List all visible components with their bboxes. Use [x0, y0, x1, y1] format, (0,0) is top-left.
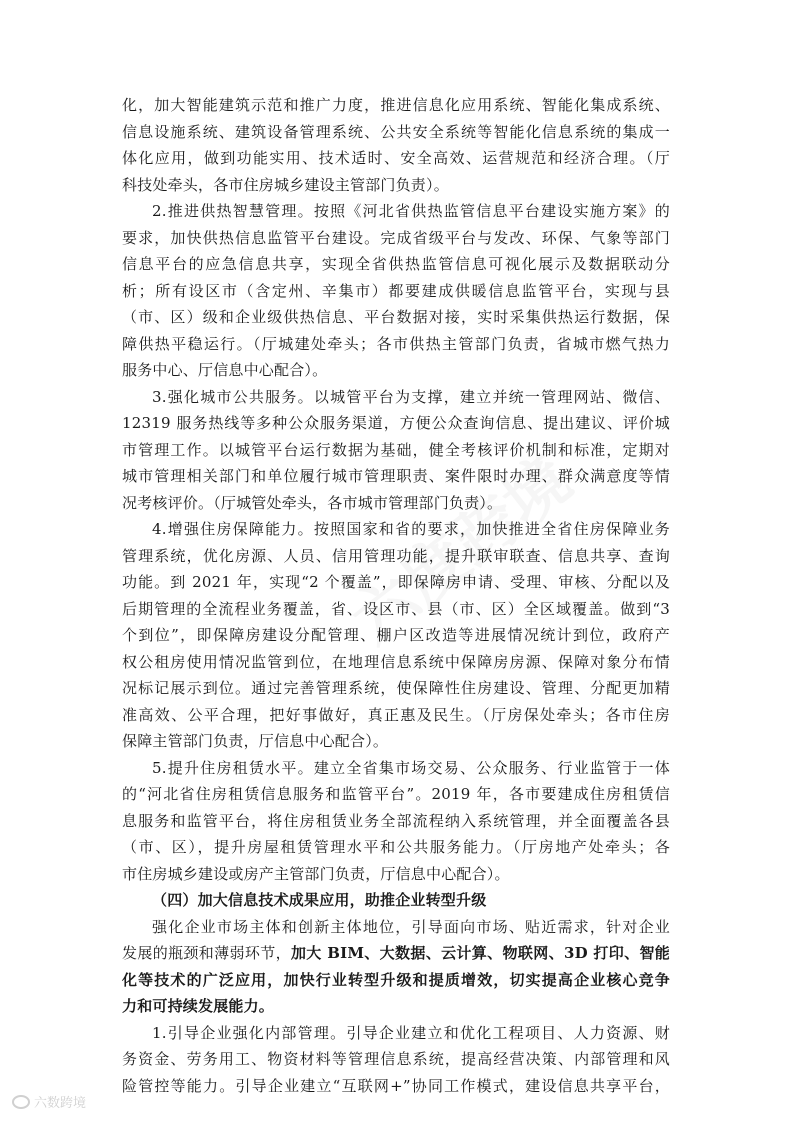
- text-line: 力和可持续发展能力。: [122, 997, 275, 1015]
- text-line: 强化企业市场主体和创新主体地位，引导面向市场、贴近需求，针对企业: [152, 917, 670, 936]
- text-plain-segment: 发展的瓶颈和薄弱环节，: [122, 944, 291, 962]
- text-line: 2.推进供热智慧管理。按照《河北省供热监管信息平台建设实施方案》的: [152, 202, 670, 220]
- text-line: 市住房城乡建设或房产主管部门负责，厅信息中心配合）。: [122, 864, 510, 883]
- text-line: 城市管理相关部门和单位履行城市管理职责、案件限时办理、群众满意度等情: [122, 467, 670, 485]
- text-line: （市、区），提升房屋租赁管理水平和公共服务能力。（厅房地产处牵头；各: [122, 838, 670, 856]
- logo-icon: [12, 1095, 30, 1109]
- text-line: 准高效、公平合理，把好事做好，真正惠及民生。（厅房保处牵头；各市住房: [122, 705, 670, 724]
- text-line: 功能。到 2021 年，实现“2 个覆盖”，即保障房申请、受理、审核、分配以及: [122, 573, 670, 591]
- text-line: 个到位”，即保障房建设分配管理、棚户区改造等进展情况统计到位，政府产: [122, 626, 670, 644]
- text-line: 析；所有设区市（含定州、辛集市）都要建成供暖信息监管平台，实现与县: [122, 281, 670, 300]
- text-line: 要求，加快供热信息监管平台建设。完成省级平台与发改、环保、气象等部门: [122, 228, 670, 247]
- text-line: 化，加大智能建筑示范和推广力度，推进信息化应用系统、智能化集成系统、: [122, 96, 670, 114]
- text-line: 服务中心、厅信息中心配合）。: [122, 361, 328, 379]
- logo-text: 六数跨境: [34, 1096, 87, 1111]
- corner-logo: [12, 1092, 86, 1111]
- text-line: （市、区）级和企业级供热信息、平台数据对接，实时采集供热运行数据，保: [122, 308, 670, 326]
- text-line: 息服务和监管平台，将住房租赁业务全部流程纳入系统管理，并全面覆盖各县: [122, 811, 670, 830]
- text-line: [122, 940, 670, 967]
- text-line: 后期管理的全流程业务覆盖，省、设区市、县（市、区）全区域覆盖。做到“3: [122, 599, 670, 618]
- text-line: 务资金、劳务用工、物资材料等管理信息系统，提高经营决策、内部管理和风: [122, 1050, 670, 1068]
- text-line: 12319 服务热线等多种公众服务渠道，方便公众查询信息、提出建议、评价城: [122, 414, 670, 432]
- text-line: 况标记展示到位。通过完善管理系统，使保障性住房建设、管理、分配更加精: [122, 679, 670, 697]
- text-line: 保障主管部门负责，厅信息中心配合）。: [122, 732, 389, 750]
- text-line: 科技处牵头，各市住房城乡建设主管部门负责）。: [122, 175, 449, 194]
- text-line: （四）加大信息技术成果应用，助推企业转型升级: [152, 891, 487, 909]
- text-line: 1.引导企业强化内部管理。引导企业建立和优化工程项目、人力资源、财: [152, 1023, 670, 1042]
- text-line: 信息设施系统、建筑设备管理系统、公共安全系统等智能化信息系统的集成一: [122, 122, 670, 141]
- text-bold-segment: 加大 BIM、大数据、云计算、物联网、3D 打印、智能: [290, 944, 670, 962]
- text-line: 管理系统，优化房源、人员、信用管理功能，提升联审联查、信息共享、查询: [122, 546, 670, 565]
- text-line: 险管控等能力。引导企业建立“互联网+”协同工作模式，建设信息共享平台，: [122, 1076, 670, 1095]
- text-line: 的“河北省住房租赁信息服务和监管平台”。2019 年，各市要建成住房租赁信: [122, 785, 670, 803]
- text-line: 市管理工作。以城管平台运行数据为基础，健全考核评价机制和标准，定期对: [122, 440, 670, 459]
- text-line: 3.强化城市公共服务。以城管平台为支撑，建立并统一管理网站、微信、: [152, 387, 670, 406]
- text-line: 体化应用，做到功能实用、技术适时、安全高效、运营规范和经济合理。（厅: [122, 149, 670, 167]
- document-body: [122, 92, 670, 1099]
- text-line: 化等技术的广泛应用，加快行业转型升级和提质增效，切实提高企业核心竞争: [122, 970, 670, 989]
- text-line: 5.提升住房租赁水平。建立全省集市场交易、公众服务、行业监管于一体: [152, 758, 670, 777]
- text-line: 信息平台的应急信息共享，实现全省供热监管信息可视化展示及数据联动分: [122, 255, 670, 273]
- text-line: 权公租房使用情况监管到位，在地理信息系统中保障房房源、保障对象分布情: [122, 652, 670, 671]
- text-line: 况考核评价。（厅城管处牵头，各市城市管理部门负责）。: [122, 493, 503, 512]
- text-line: 障供热平稳运行。（厅城建处牵头；各市供热主管部门负责，省城市燃气热力: [122, 334, 670, 353]
- text-line: 4.增强住房保障能力。按照国家和省的要求，加快推进全省住房保障业务: [152, 520, 670, 538]
